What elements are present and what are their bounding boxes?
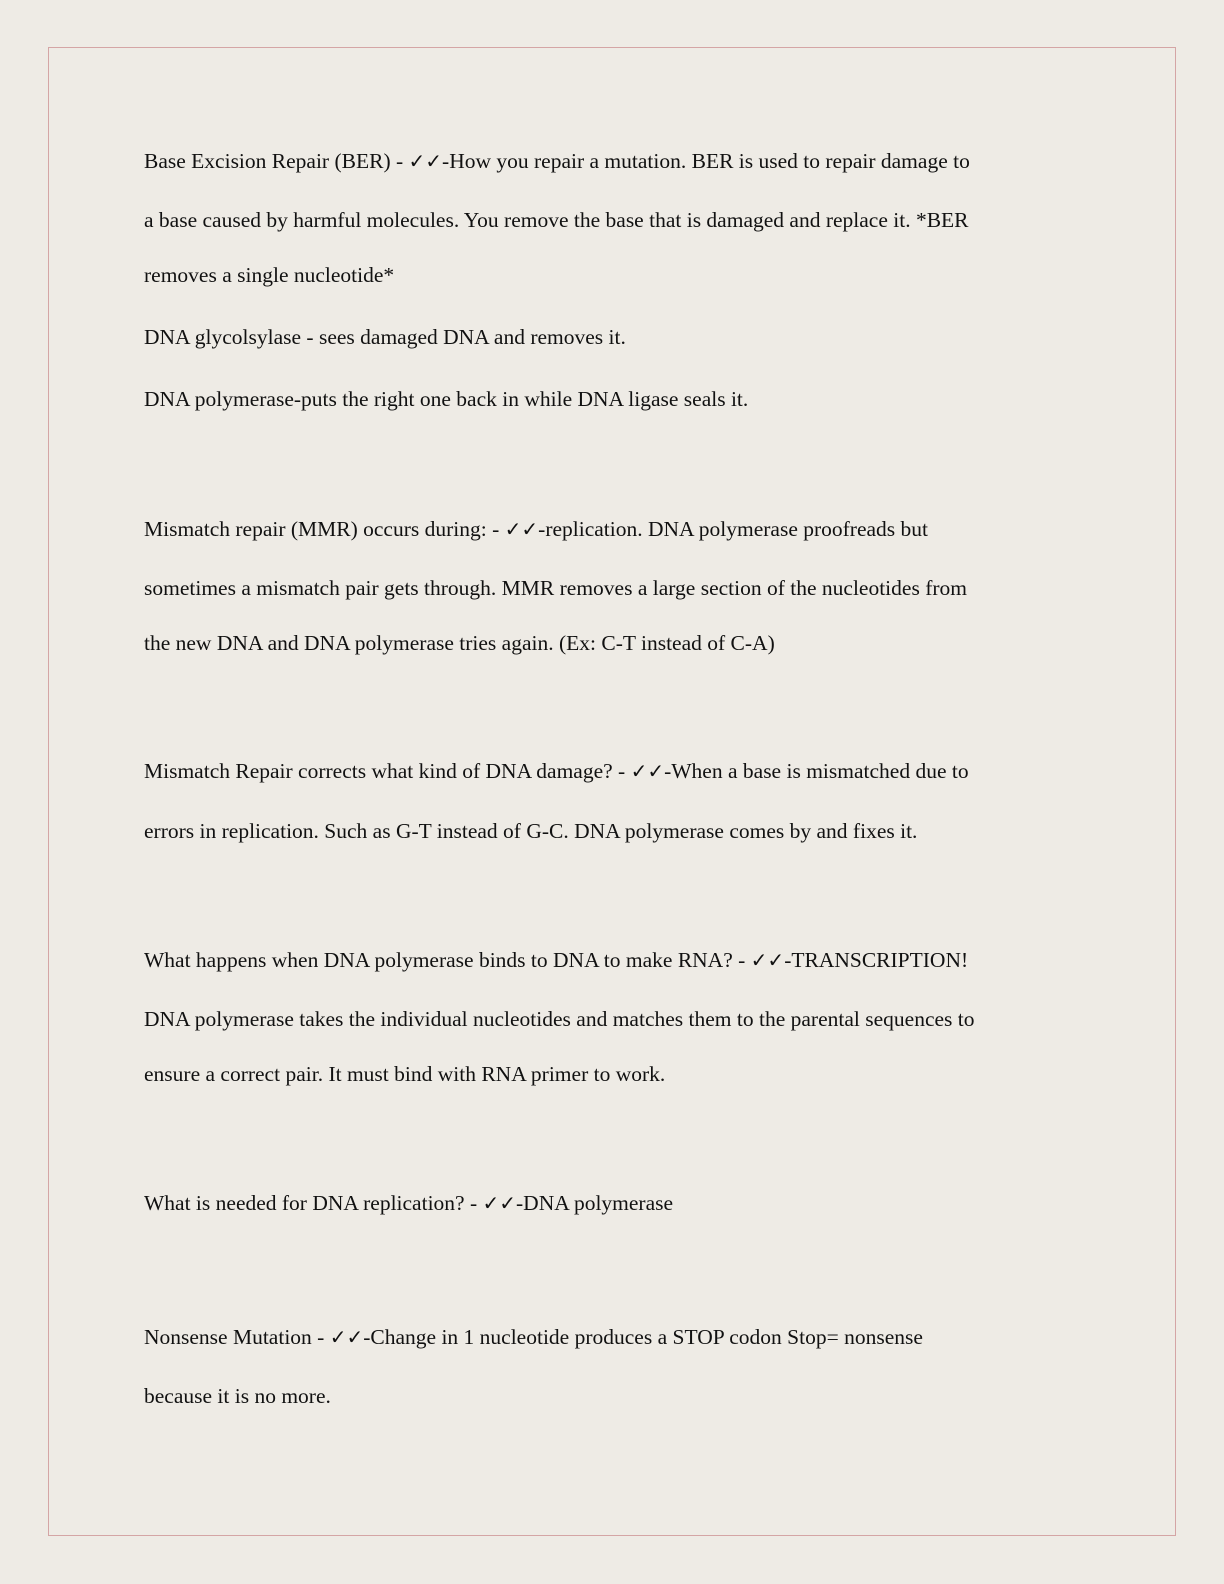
text-line: ensure a correct pair. It must bind with RNA primer to work. <box>144 1062 666 1086</box>
text-line: removes a single nucleotide* <box>144 263 395 287</box>
answer-text: -How you repair a mutation. BER is used to repair damage to <box>442 149 970 173</box>
text-line: DNA glycolsylase - sees damaged DNA and removes it. <box>144 325 626 349</box>
answer-text: -TRANSCRIPTION! <box>784 948 969 972</box>
checkmark-icon: ✓✓ <box>408 149 443 173</box>
question-text: Mismatch Repair corrects what kind of DNA damage? - <box>144 759 631 783</box>
checkmark-icon: ✓✓ <box>329 1325 364 1349</box>
question-text: What is needed for DNA replication? - <box>144 1191 483 1215</box>
text-line: errors in replication. Such as G-T instead of G-C. DNA polymerase comes by and fixes it. <box>144 819 918 843</box>
text-line <box>144 946 968 974</box>
text-line: the new DNA and DNA polymerase tries again. (Ex: C-T instead of C-A) <box>144 631 775 655</box>
text-line <box>144 515 928 543</box>
text-line <box>144 1189 673 1217</box>
text-line: DNA polymerase-puts the right one back in while DNA ligase seals it. <box>144 387 749 411</box>
answer-text: -replication. DNA polymerase proofreads but <box>538 517 929 541</box>
checkmark-icon: ✓✓ <box>504 517 539 541</box>
answer-text: -Change in 1 nucleotide produces a STOP codon Stop= nonsense <box>363 1325 923 1349</box>
answer-text: -When a base is mismatched due to <box>664 759 969 783</box>
text-line: a base caused by harmful molecules. You remove the base that is damaged and replace it. *BER <box>144 208 969 232</box>
question-text: Mismatch repair (MMR) occurs during: - <box>144 517 505 541</box>
checkmark-icon: ✓✓ <box>630 759 665 783</box>
checkmark-icon: ✓✓ <box>482 1191 517 1215</box>
text-line: because it is no more. <box>144 1384 331 1408</box>
text-line: sometimes a mismatch pair gets through. MMR removes a large section of the nucleotides from <box>144 576 967 600</box>
text-line <box>144 147 970 175</box>
text-line <box>144 1323 923 1351</box>
question-text: What happens when DNA polymerase binds to DNA to make RNA? - <box>144 948 751 972</box>
answer-text: -DNA polymerase <box>516 1191 674 1215</box>
text-line: DNA polymerase takes the individual nucleotides and matches them to the parental sequences to <box>144 1007 975 1031</box>
text-line <box>144 757 969 785</box>
question-text: Nonsense Mutation - <box>144 1325 330 1349</box>
question-text: Base Excision Repair (BER) - <box>144 149 409 173</box>
checkmark-icon: ✓✓ <box>750 948 785 972</box>
